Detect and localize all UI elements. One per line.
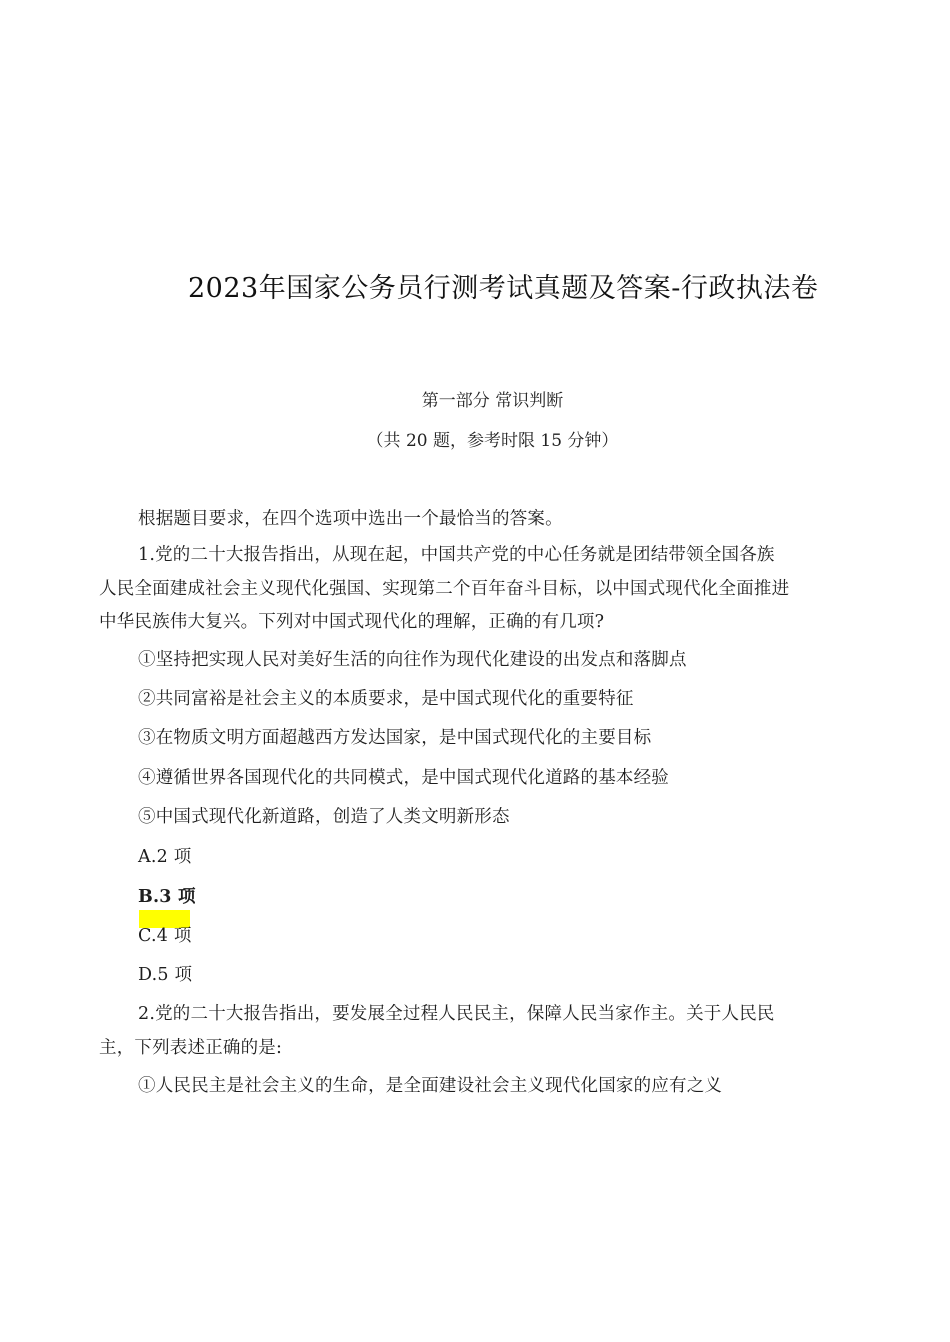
statement-item: ⑤中国式现代化新道路，创造了人类文明新形态: [138, 807, 510, 827]
option-d: D.5 项: [138, 965, 193, 985]
option-c: C.4 项: [138, 926, 192, 946]
document-title: 2023年国家公务员行测考试真题及答案-行政执法卷: [188, 273, 819, 304]
section-title: 第一部分 常识判断: [421, 391, 564, 411]
option-a: A.2 项: [138, 847, 192, 867]
statement-item: ①坚持把实现人民对美好生活的向往作为现代化建设的出发点和落脚点: [138, 650, 687, 670]
question-stem-line: 人民全面建成社会主义现代化强国、实现第二个百年奋斗目标，以中国式现代化全面推进: [99, 579, 790, 599]
question-stem-line: 中华民族伟大复兴。下列对中国式现代化的理解，正确的有几项?: [99, 612, 605, 632]
statement-item: ②共同富裕是社会主义的本质要求，是中国式现代化的重要特征: [138, 689, 634, 709]
option-b-marked: B.3 项: [138, 887, 196, 907]
question-stem-line: 1.党的二十大报告指出，从现在起，中国共产党的中心任务就是团结带领全国各族: [138, 545, 775, 565]
question-stem-line: 主，下列表述正确的是:: [99, 1038, 283, 1058]
section-note: （共 20 题，参考时限 15 分钟）: [366, 431, 619, 451]
statement-item: ④遵循世界各国现代化的共同模式，是中国式现代化道路的基本经验: [138, 768, 669, 788]
statement-item: ①人民民主是社会主义的生命，是全面建设社会主义现代化国家的应有之义: [138, 1076, 723, 1096]
statement-item: ③在物质文明方面超越西方发达国家，是中国式现代化的主要目标: [138, 728, 652, 748]
instruction-text: 根据题目要求，在四个选项中选出一个最恰当的答案。: [138, 509, 563, 529]
question-stem-line: 2.党的二十大报告指出，要发展全过程人民民主，保障人民当家作主。关于人民民: [138, 1004, 775, 1024]
